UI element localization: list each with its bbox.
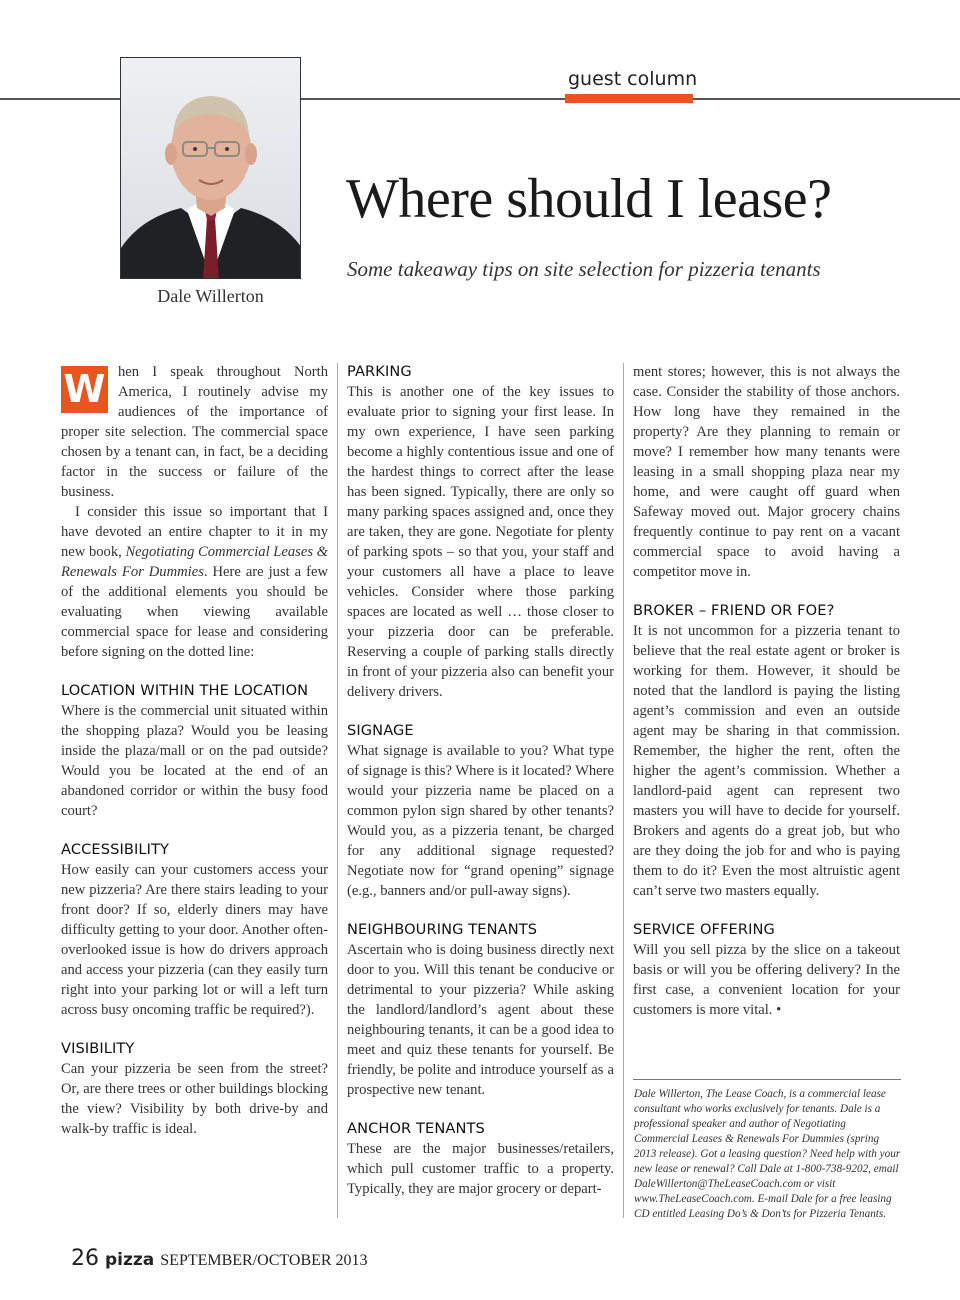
book-paragraph [61, 502, 328, 662]
heading-anchor: ANCHOR TENANTS [347, 1120, 485, 1137]
anchor-text: These are the major businesses/retailers, which pull customer traffic to a property. Typically, they are major grocery or depart- [347, 1141, 614, 1197]
column-divider [337, 363, 338, 1218]
location-text: Where is the commercial unit situated within the shopping plaza? Would you be leasing inside the plaza/mall or on the pad outside? Would you be located at the end of an abandoned corridor or within the busy food court? [61, 703, 328, 819]
accessibility-text: How easily can your customers access your new pizzeria? Are there stairs leading to your front door? If so, elderly diners may have difficulty getting to your door. Another often-overlooked issue is how do drivers approach and access your pizzeria (can they easily turn right into your parking lot or will a left turn across busy oncoming traffic be required?). [61, 862, 328, 1018]
section-label: guest column [568, 68, 698, 90]
heading-service: SERVICE OFFERING [633, 921, 775, 938]
heading-signage: SIGNAGE [347, 722, 414, 739]
heading-parking: PARKING [347, 363, 412, 380]
article-column-1 [61, 362, 328, 1139]
author-bio: Dale Willerton, The Lease Coach, is a commercial lease consultant who works exclusively for tenants. Dale is a professional speaker and author of Negotiating Commercial Leases & Renewals For Dummies (spring 2013 release). Got a leasing question? Need help with your new lease or renewal? Call Dale at 1-800-738-9202, email DaleWillerton@TheLeaseCoach.com or visit www.TheLeaseCoach.com. E-mail Dale for a free leasing CD entitled Leasing Do’s & Don’ts for Pizzeria Tenants. [634, 1088, 901, 1220]
heading-visibility: VISIBILITY [61, 1040, 135, 1057]
article-column-3 [633, 362, 900, 1020]
section-accent-bar [565, 94, 693, 103]
bio-rule [633, 1079, 901, 1080]
visibility-text: Can your pizzeria be seen from the street? Or, are there trees or other buildings blocking the view? Visibility by both drive-by and walk-by traffic is ideal. [61, 1061, 328, 1137]
page-number: 26 [71, 1246, 99, 1271]
neighbouring-text: Ascertain who is doing business directly next door to you. Will this tenant be conducive or detrimental to your pizzeria? While asking the landlord/landlord’s agent about these neighbouring tenants, it can be a good idea to meet and quiz these tenants for yourself. Be friendly, be polite and introduce yourself as a prospective new tenant. [347, 942, 614, 1098]
author-portrait-image [121, 58, 301, 279]
anchor-text-continued: ment stores; however, this is not always the case. Consider the stability of those anchors. How long have they remained in the property? Are they planning to remain or move? I remember how many tenants were leasing in a small shopping plaza near my home, and were caught off guard when Safeway moved out. Major grocery chains frequently continue to pay rent on a vacant commercial space to avoid having a competitor move in. [633, 364, 900, 580]
magazine-name: pizza [105, 1250, 155, 1270]
page-footer [71, 1246, 368, 1271]
article-subtitle: Some takeaway tips on site selection for pizzeria tenants [347, 257, 821, 281]
heading-broker: BROKER – FRIEND OR FOE? [633, 602, 835, 619]
author-photo [120, 57, 301, 279]
drop-cap: W [61, 366, 108, 413]
intro-text: hen I speak throughout North America, I routinely advise my audiences of the importance of proper site selection. The commercial space chosen by a tenant can, in fact, be a deciding factor in the success or failure of the business. [61, 364, 328, 500]
heading-location: LOCATION WITHIN THE LOCATION [61, 682, 309, 699]
issue-date: SEPTEMBER/OCTOBER 2013 [160, 1252, 368, 1269]
signage-text: What signage is available to you? What type of signage is this? Where is it located? Where would your pizzeria name be placed on a common pylon sign shared by other tenants? Would you, as a pizzeria tenant, be charged for any additional signage requested? Negotiate now for “grand opening” signage (e.g., banners and/or pull-away signs). [347, 743, 614, 899]
paragraph-text: . Here are just a few of the additional elements you should be evaluating when viewing available commercial space for lease and considering before signing on the dotted line: [61, 564, 328, 660]
photo-caption: Dale Willerton [157, 286, 264, 306]
heading-accessibility: ACCESSIBILITY [61, 841, 170, 858]
column-divider [623, 363, 624, 1218]
service-text: Will you sell pizza by the slice on a takeout basis or will you be offering delivery? In the first case, a convenient location for your customers is more vital. • [633, 942, 900, 1018]
article-column-2 [347, 362, 614, 1199]
paragraph-text: I consider this issue so important that I have devoted an entire chapter to it in my new book, [61, 504, 328, 560]
article-title: Where should I lease? [346, 168, 832, 230]
intro-paragraph [61, 362, 328, 502]
broker-text: It is not uncommon for a pizzeria tenant to believe that the real estate agent or broker is working for them. However, it should be noted that the landlord is paying the listing agent’s commission and even an outside agent may be sharing in that commission. Remember, the higher the rent, often the higher the agent’s commission. Whether a landlord-paid agent can represent two masters you will have to decide for yourself. Brokers and agents do a great job, but who are they doing the job for and who is paying them to do it? Even the most altruistic agent can’t serve two masters equally. [633, 623, 900, 899]
parking-text: This is another one of the key issues to evaluate prior to signing your first lease. In my own experience, I have seen parking become a highly contentious issue and one of the hardest things to correct after the lease has been signed. Typically, there are only so many parking spaces assigned and, once they are taken, they are gone. Negotiate for plenty of parking spots – so that you, your staff and your customers all have a place to leave vehicles. Consider where those parking spaces are located as well … those closer to your pizzeria door can be preferable. Reserving a couple of parking stalls directly in front of your pizzeria also can benefit your delivery drivers. [347, 384, 614, 700]
book-title: Negotiating Commercial Leases & Renewals For Dummies [61, 544, 328, 580]
heading-neighbouring: NEIGHBOURING TENANTS [347, 921, 538, 938]
